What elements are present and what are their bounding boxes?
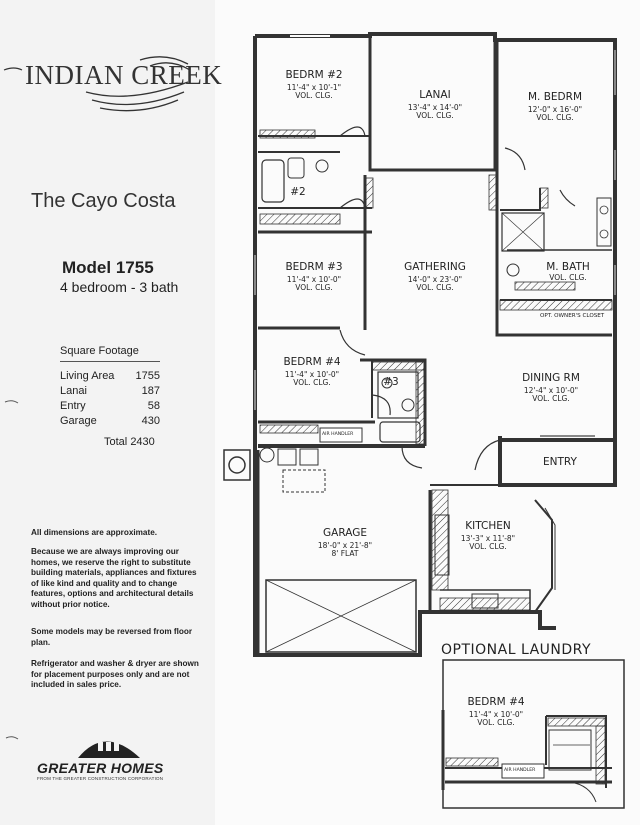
plan-title: The Cayo Costa <box>31 190 176 212</box>
room-kitchen: KITCHEN 13'-3" x 11'-8" VOL. CLG. <box>460 520 516 551</box>
builder-name: GREATER HOMES <box>37 760 164 776</box>
room-entry: ENTRY <box>543 456 577 468</box>
opt-air-handler-label: AIR HANDLER <box>504 768 536 773</box>
room-bedrm4: BEDRM #4 11'-4" x 10'-0" VOL. CLG. <box>283 356 341 387</box>
room-bedrm3: BEDRM #3 11'-4" x 10'-0" VOL. CLG. <box>285 261 343 292</box>
room-garage: GARAGE 18'-0" x 21'-8" 8' FLAT <box>317 527 373 558</box>
model-number: Model 1755 <box>62 258 154 277</box>
note-reversed: Some models may be reversed from floor plan. <box>31 627 193 647</box>
builder-tagline: FROM THE GREATER CONSTRUCTION CORPORATION <box>37 776 164 781</box>
room-bath2: #2 <box>290 186 306 198</box>
sqft-row: Entry 58 <box>60 400 160 412</box>
room-gathering: GATHERING 14'-0" x 23'-0" VOL. CLG. <box>404 261 466 292</box>
note-approx: All dimensions are approximate. <box>31 528 158 537</box>
opt-room-bedrm4: BEDRM #4 11'-4" x 10'-0" VOL. CLG. <box>467 696 525 727</box>
sqft-row: Garage 430 <box>60 415 160 427</box>
room-master-bedrm: M. BEDRM 12'-0" x 16'-0" VOL. CLG. <box>527 91 583 122</box>
room-master-bath: M. BATH VOL. CLG. <box>546 261 590 282</box>
room-bath3: #3 <box>383 376 399 388</box>
sqft-row: Lanai 187 <box>60 385 160 397</box>
bed-bath-count: 4 bedroom - 3 bath <box>60 279 179 295</box>
note-appliances: Refrigerator and washer & dryer are shown for placement purposes only and are not included in sales price. <box>31 659 199 689</box>
sqft-total: Total 2430 <box>104 436 155 448</box>
note-improving: Because we are always improving our homes, we reserve the right to substitute building materials, appliances and fixtures of like kind and quality and to change features, options and architectural details without prior notice. <box>31 547 197 609</box>
room-dining: DINING RM 12'-4" x 10'-0" VOL. CLG. <box>522 372 580 403</box>
room-owners-closet: OPT. OWNER'S CLOSET <box>540 313 605 319</box>
sqft-heading: Square Footage <box>60 345 139 357</box>
brand-logo: INDIAN CREEK <box>25 60 223 90</box>
room-lanai: LANAI 13'-4" x 14'-0" VOL. CLG. <box>407 89 463 120</box>
air-handler-label: AIR HANDLER <box>322 432 354 437</box>
sqft-row: Living Area 1755 <box>60 370 160 382</box>
room-bedrm2: BEDRM #2 11'-4" x 10'-1" VOL. CLG. <box>285 69 343 100</box>
optional-laundry-title: OPTIONAL LAUNDRY <box>441 642 592 658</box>
